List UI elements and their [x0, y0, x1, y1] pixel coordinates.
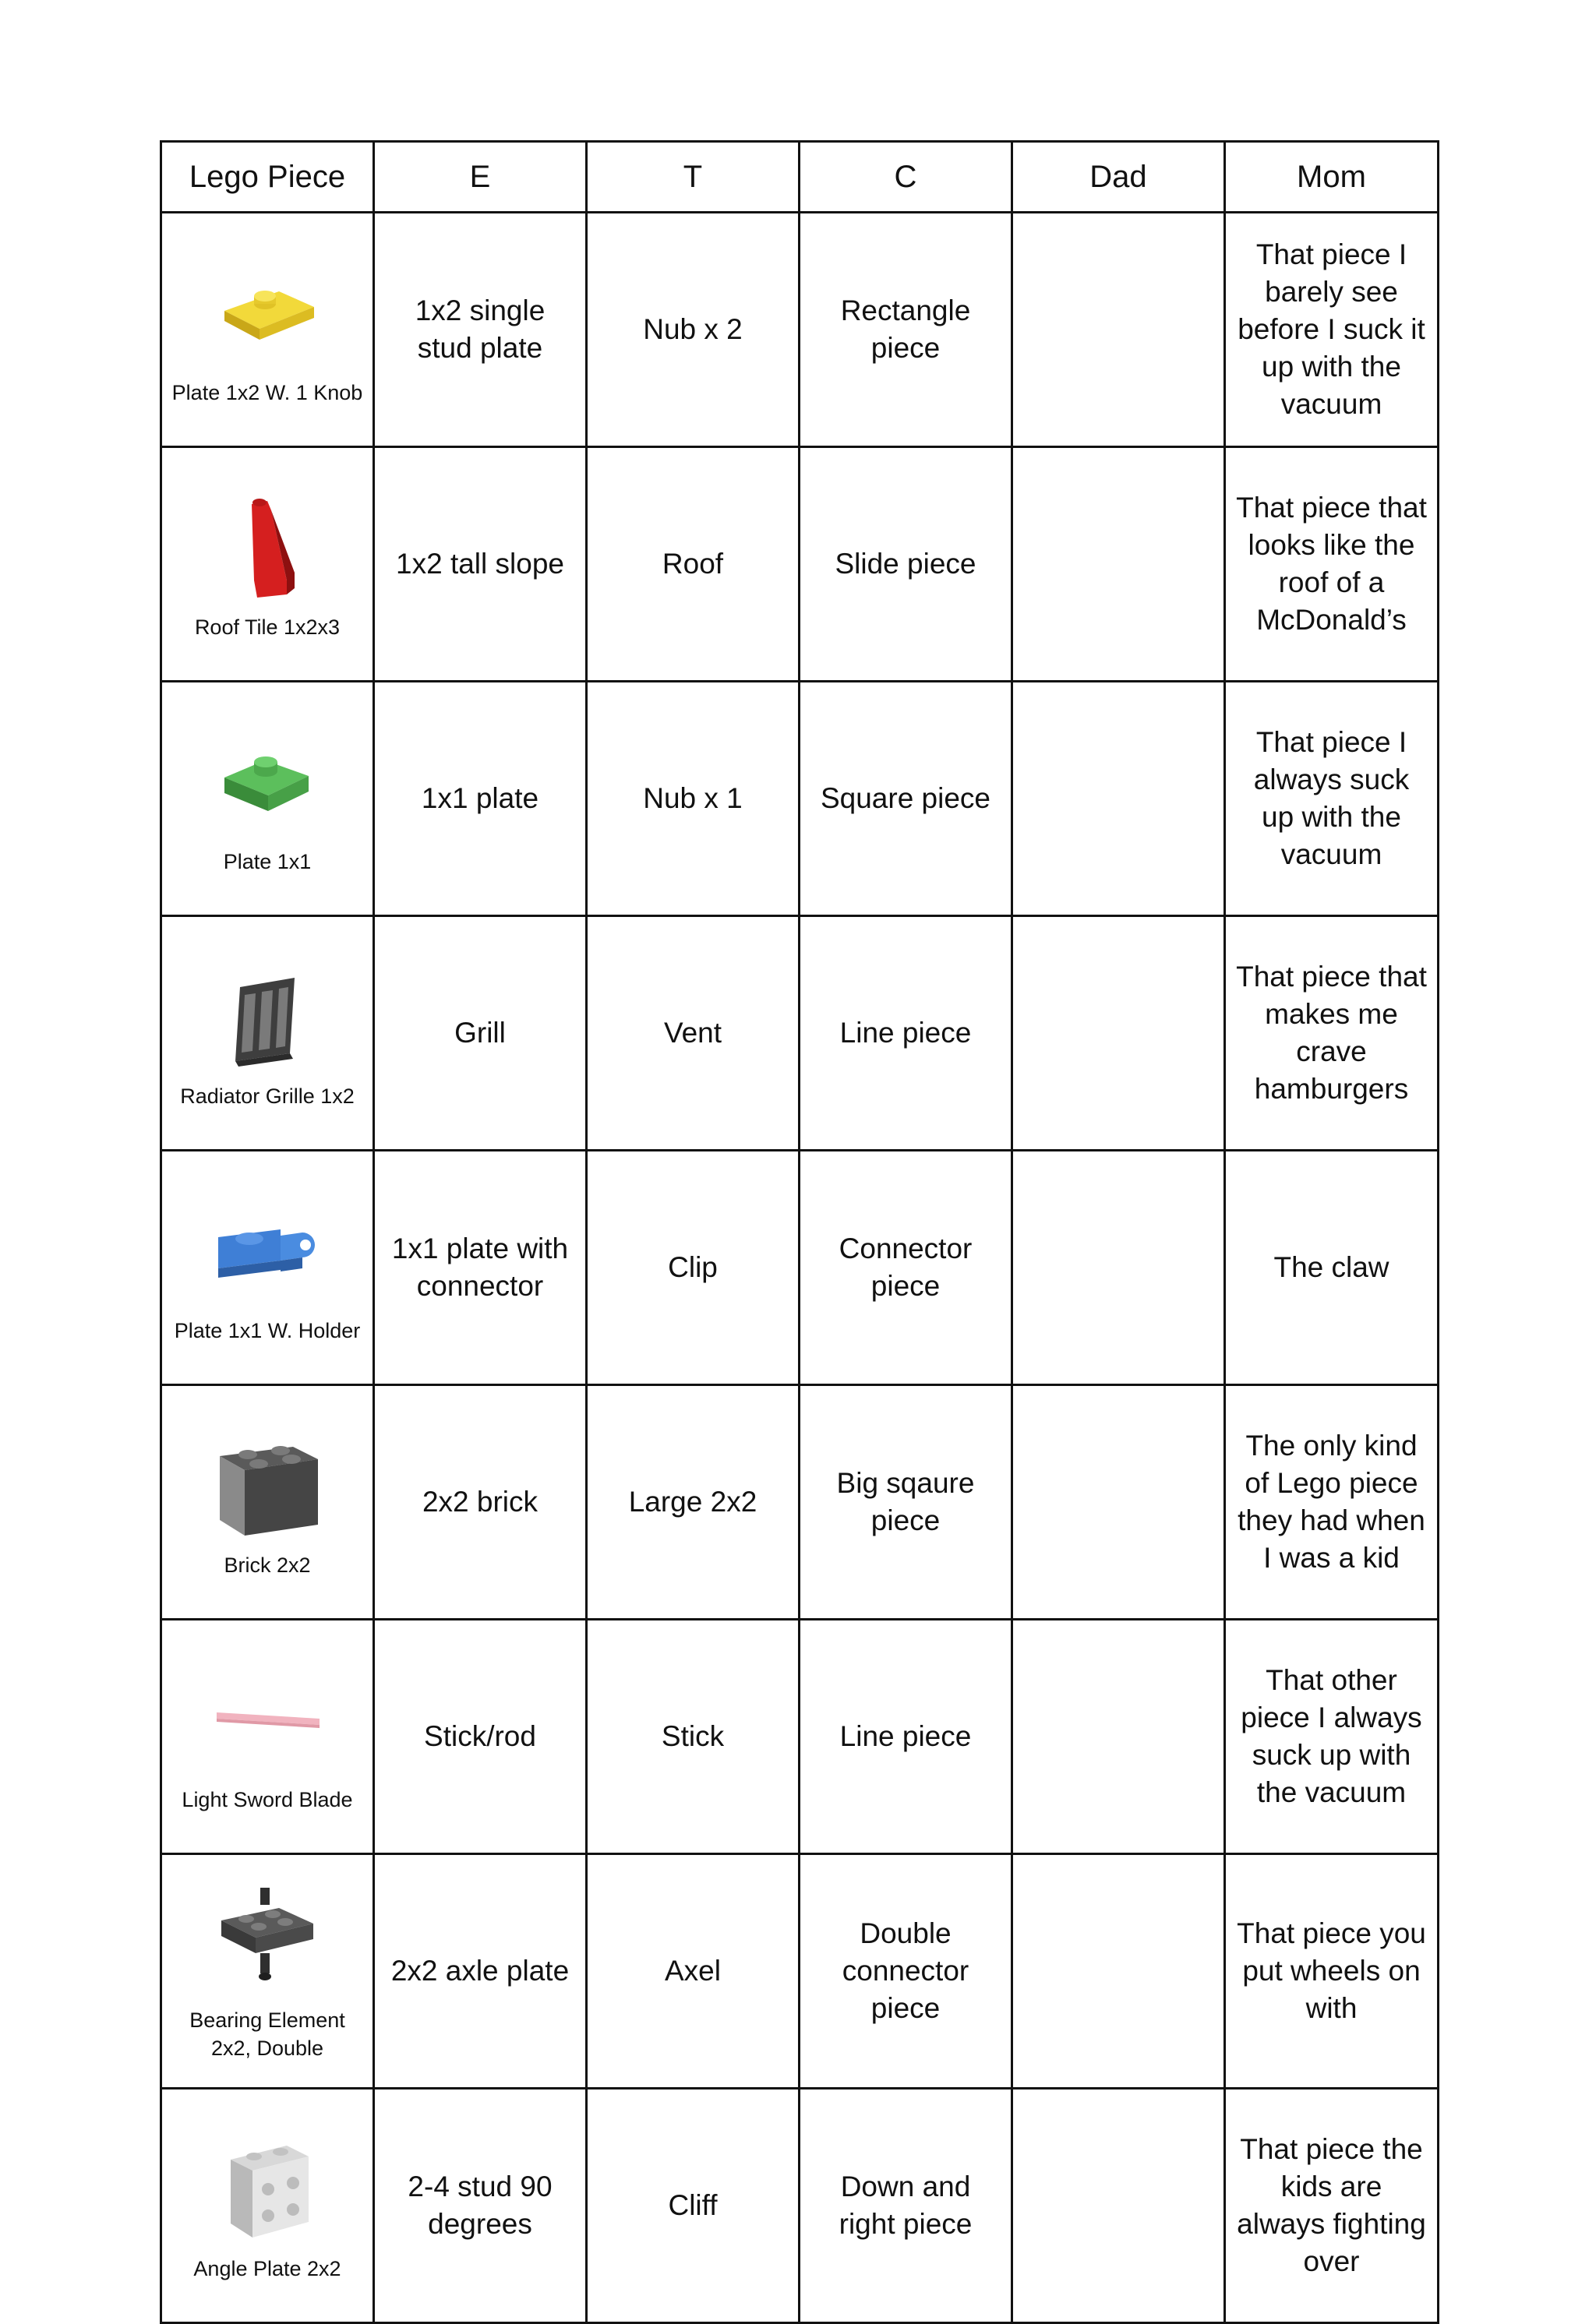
table-row	[161, 1151, 1439, 1385]
bearing-element-icon	[209, 1880, 326, 1997]
piece-name: Bearing Element 2x2, Double	[189, 2008, 345, 2060]
green-plate-icon	[209, 721, 326, 838]
e-cell: 2x2 axle plate	[374, 1854, 587, 2089]
mom-cell: That piece the kids are always fighting over	[1225, 2089, 1439, 2323]
dad-cell	[1012, 447, 1225, 682]
table-row	[161, 1854, 1439, 2089]
dad-cell	[1012, 1385, 1225, 1620]
piece-name: Plate 1x1	[223, 850, 312, 873]
t-cell: Roof	[587, 447, 800, 682]
header-e: E	[374, 142, 587, 213]
table-row	[161, 1620, 1439, 1854]
header-dad: Dad	[1012, 142, 1225, 213]
mom-cell: That piece that looks like the roof of a McDonald’s	[1225, 447, 1439, 682]
header-mom: Mom	[1225, 142, 1439, 213]
e-cell: 1x1 plate with connector	[374, 1151, 587, 1385]
header-t: T	[587, 142, 800, 213]
c-cell: Big sqaure piece	[800, 1385, 1012, 1620]
c-cell: Square piece	[800, 682, 1012, 916]
piece-name: Light Sword Blade	[182, 1788, 353, 1811]
piece-name: Brick 2x2	[224, 1553, 311, 1577]
e-cell: 2-4 stud 90 degrees	[374, 2089, 587, 2323]
header-row	[161, 142, 1439, 213]
piece-name: Radiator Grille 1x2	[180, 1084, 355, 1108]
mom-cell: That piece I barely see before I suck it up with the vacuum	[1225, 213, 1439, 447]
piece-cell	[161, 916, 374, 1151]
table-row	[161, 1385, 1439, 1620]
piece-cell	[161, 213, 374, 447]
dad-cell	[1012, 2089, 1225, 2323]
c-cell: Line piece	[800, 1620, 1012, 1854]
sword-blade-icon	[209, 1659, 326, 1776]
dad-cell	[1012, 1620, 1225, 1854]
piece-cell	[161, 1385, 374, 1620]
angle-plate-icon	[209, 2128, 326, 2245]
mom-cell: That piece you put wheels on with	[1225, 1854, 1439, 2089]
piece-cell	[161, 447, 374, 682]
dad-cell	[1012, 1854, 1225, 2089]
mom-cell: That other piece I always suck up with the vacuum	[1225, 1620, 1439, 1854]
blue-holder-plate-icon	[209, 1190, 326, 1307]
c-cell: Connector piece	[800, 1151, 1012, 1385]
e-cell: 1x2 single stud plate	[374, 213, 587, 447]
t-cell: Nub x 2	[587, 213, 800, 447]
piece-cell	[161, 1151, 374, 1385]
table-row	[161, 447, 1439, 682]
piece-name: Plate 1x1 W. Holder	[174, 1319, 361, 1342]
grille-icon	[209, 956, 326, 1073]
e-cell: 2x2 brick	[374, 1385, 587, 1620]
piece-name: Roof Tile 1x2x3	[194, 615, 341, 639]
dad-cell	[1012, 213, 1225, 447]
t-cell: Clip	[587, 1151, 800, 1385]
yellow-plate-icon	[209, 252, 326, 369]
table-row	[161, 916, 1439, 1151]
piece-cell	[161, 1620, 374, 1854]
t-cell: Axel	[587, 1854, 800, 2089]
piece-cell	[161, 2089, 374, 2323]
e-cell: Stick/rod	[374, 1620, 587, 1854]
gray-brick-icon	[209, 1425, 326, 1542]
e-cell: 1x2 tall slope	[374, 447, 587, 682]
c-cell: Rectangle piece	[800, 213, 1012, 447]
dad-cell	[1012, 682, 1225, 916]
piece-cell	[161, 682, 374, 916]
dad-cell	[1012, 916, 1225, 1151]
piece-name: Plate 1x2 W. 1 Knob	[171, 381, 363, 404]
header-lego-piece: Lego Piece	[161, 142, 374, 213]
c-cell: Slide piece	[800, 447, 1012, 682]
header-c: C	[800, 142, 1012, 213]
c-cell: Double connector piece	[800, 1854, 1012, 2089]
mom-cell: The only kind of Lego piece they had when I was a kid	[1225, 1385, 1439, 1620]
t-cell: Cliff	[587, 2089, 800, 2323]
dad-cell	[1012, 1151, 1225, 1385]
table-row	[161, 682, 1439, 916]
c-cell: Down and right piece	[800, 2089, 1012, 2323]
e-cell: Grill	[374, 916, 587, 1151]
t-cell: Nub x 1	[587, 682, 800, 916]
e-cell: 1x1 plate	[374, 682, 587, 916]
mom-cell: That piece I always suck up with the vacuum	[1225, 682, 1439, 916]
t-cell: Stick	[587, 1620, 800, 1854]
mom-cell: The claw	[1225, 1151, 1439, 1385]
table-row	[161, 2089, 1439, 2323]
piece-name: Angle Plate 2x2	[193, 2257, 341, 2280]
table-row	[161, 213, 1439, 447]
t-cell: Large 2x2	[587, 1385, 800, 1620]
red-roof-tile-icon	[209, 487, 326, 604]
piece-cell	[161, 1854, 374, 2089]
mom-cell: That piece that makes me crave hamburgers	[1225, 916, 1439, 1151]
t-cell: Vent	[587, 916, 800, 1151]
lego-comparison-table	[160, 140, 1439, 2324]
c-cell: Line piece	[800, 916, 1012, 1151]
